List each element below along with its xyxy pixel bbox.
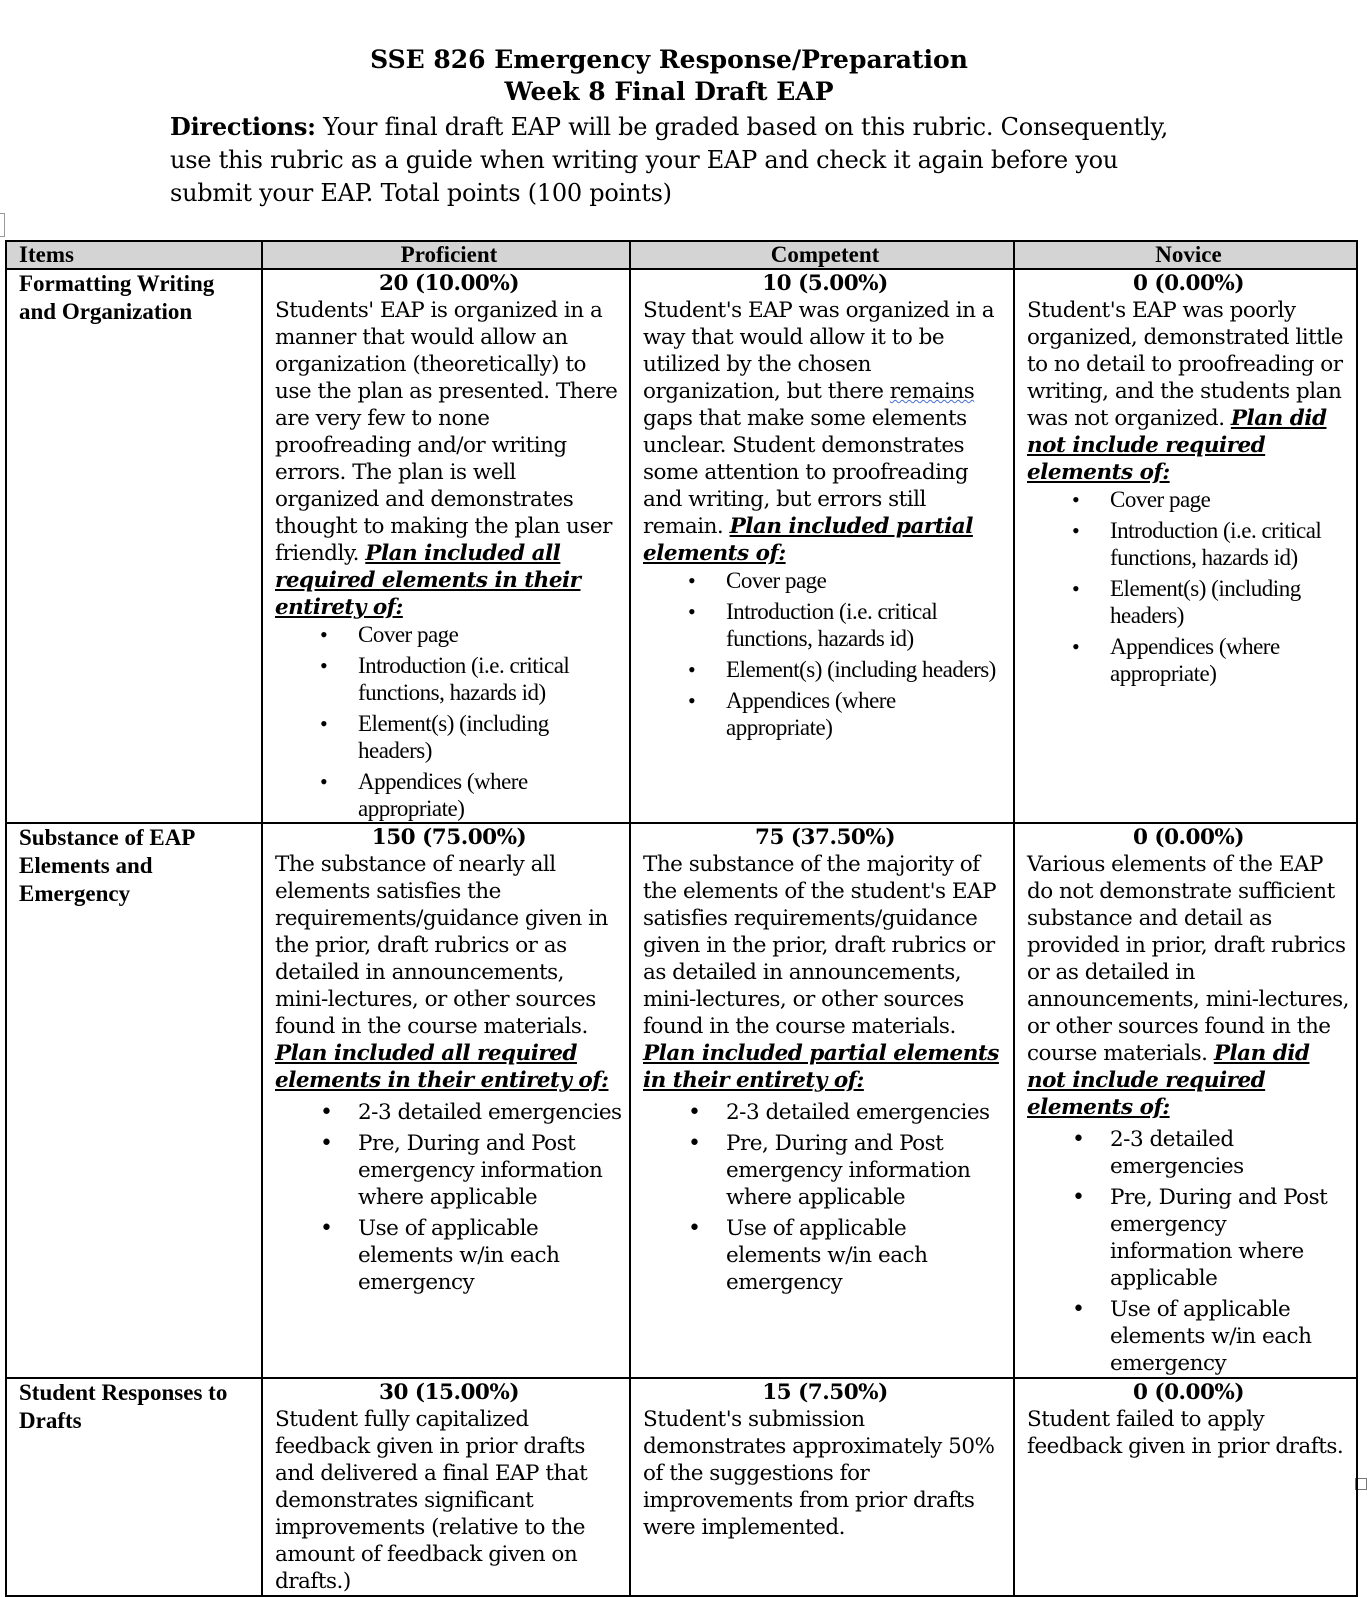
list-item: • Use of applicable elements w/in each emergency bbox=[1110, 1296, 1350, 1377]
table-row bbox=[6, 269, 1357, 823]
item-cell bbox=[6, 269, 262, 823]
points-label: 20 (10.00%) bbox=[378, 271, 519, 296]
page-title bbox=[0, 44, 1338, 108]
proficient-cell bbox=[262, 823, 630, 1378]
list-item: • Pre, During and Post emergency information where applicable bbox=[726, 1130, 1007, 1211]
points-label: 0 (0.00%) bbox=[1132, 1380, 1245, 1405]
directions-label: Directions: bbox=[170, 112, 316, 141]
criteria-text: The substance of nearly all elements satisfies the requirements/guidance given in the prior, draft rubrics or as detailed in announcements, mini-lectures, or other sources found in the course materials. bbox=[275, 852, 608, 1039]
list-item: • Appendices (where appropriate) bbox=[726, 687, 1007, 741]
list-item: • Pre, During and Post emergency information where applicable bbox=[358, 1130, 623, 1211]
header-proficient: Proficient bbox=[262, 241, 630, 269]
list-item: • Cover page bbox=[1110, 486, 1350, 513]
criteria-text-continued: gaps that make some elements unclear. Student demonstrates some attention to proofreading and writing, but errors still remain. bbox=[643, 406, 969, 539]
criteria-text: The substance of the majority of the elements of the student's EAP satisfies requirements/guidance given in the prior, draft rubrics or as detailed in announcements, mini-lectures, or other sources found in the course materials. bbox=[643, 852, 997, 1039]
item-label: Student Responses to Drafts bbox=[19, 1380, 228, 1433]
list-item: • 2-3 detailed emergencies bbox=[726, 1099, 1007, 1126]
spelling-flag[interactable]: remains bbox=[889, 379, 975, 404]
table-row bbox=[6, 823, 1357, 1378]
requirements-list bbox=[1027, 486, 1350, 687]
directions-paragraph bbox=[170, 110, 1180, 210]
required-elements-label: Plan included partial elements of: bbox=[643, 514, 973, 566]
competent-cell bbox=[630, 269, 1014, 823]
requirements-list bbox=[643, 567, 1007, 741]
requirements-list bbox=[1027, 1126, 1350, 1377]
proficient-cell bbox=[262, 269, 630, 823]
list-item: • Element(s) (including headers) bbox=[1110, 575, 1350, 629]
list-item: • Introduction (i.e. critical functions, hazards id) bbox=[726, 598, 1007, 652]
table-header-row bbox=[6, 241, 1357, 269]
table-row bbox=[6, 1378, 1357, 1596]
novice-cell bbox=[1014, 823, 1357, 1378]
criteria-text: Students' EAP is organized in a manner that would allow an organization (theoretically) to use the plan as presented. There are very few to none proofreading and/or writing errors. The plan is well organized and demonstrates thought to making the plan user friendly. bbox=[275, 298, 618, 566]
required-elements-label: Plan included all required elements in their entirety of: bbox=[275, 1041, 609, 1093]
points-label: 75 (37.50%) bbox=[754, 825, 895, 850]
list-item: • Appendices (where appropriate) bbox=[358, 768, 623, 822]
header-novice: Novice bbox=[1014, 241, 1357, 269]
requirements-list bbox=[275, 621, 623, 822]
criteria-text: Student's submission demonstrates approximately 50% of the suggestions for improvements from prior drafts were implemented. bbox=[643, 1407, 995, 1540]
requirements-list bbox=[275, 1099, 623, 1296]
total-points: Total points (100 points) bbox=[380, 179, 672, 207]
criteria-text: Student's EAP was organized in a way that would allow it to be utilized by the chosen organization, but there bbox=[643, 298, 995, 404]
points-label: 10 (5.00%) bbox=[762, 271, 888, 296]
novice-cell bbox=[1014, 269, 1357, 823]
required-elements-label: Plan included partial elements in their entirety of: bbox=[643, 1041, 999, 1093]
list-item: • Appendices (where appropriate) bbox=[1110, 633, 1350, 687]
points-label: 15 (7.50%) bbox=[762, 1380, 888, 1405]
list-item: • Pre, During and Post emergency information where applicable bbox=[1110, 1184, 1350, 1292]
points-label: 0 (0.00%) bbox=[1132, 825, 1245, 850]
proficient-cell bbox=[262, 1378, 630, 1596]
margin-marker bbox=[0, 213, 5, 237]
list-item: • Element(s) (including headers) bbox=[358, 710, 623, 764]
list-item: • Element(s) (including headers) bbox=[726, 656, 1007, 683]
list-item: • Use of applicable elements w/in each emergency bbox=[358, 1215, 623, 1296]
rubric-table bbox=[5, 240, 1358, 1597]
list-item: • Introduction (i.e. critical functions, hazards id) bbox=[1110, 517, 1350, 571]
novice-cell bbox=[1014, 1378, 1357, 1596]
list-item: • 2-3 detailed emergencies bbox=[358, 1099, 623, 1126]
list-item: • Introduction (i.e. critical functions, hazards id) bbox=[358, 652, 623, 706]
header-competent: Competent bbox=[630, 241, 1014, 269]
requirements-list bbox=[643, 1099, 1007, 1296]
title-assignment: Week 8 Final Draft EAP bbox=[504, 77, 834, 106]
criteria-text: Student failed to apply feedback given in prior drafts. bbox=[1027, 1407, 1344, 1459]
criteria-text: Various elements of the EAP do not demonstrate sufficient substance and detail as provided in prior, draft rubrics or as detailed in announcements, mini-lectures, or other sources found in the course materials. bbox=[1027, 852, 1349, 1066]
item-cell bbox=[6, 1378, 262, 1596]
points-label: 0 (0.00%) bbox=[1132, 271, 1245, 296]
points-label: 30 (15.00%) bbox=[378, 1380, 519, 1405]
list-item: • Use of applicable elements w/in each emergency bbox=[726, 1215, 1007, 1296]
criteria-text: Student fully capitalized feedback given in prior drafts and delivered a final EAP that demonstrates significant improvements (relative to the amount of feedback given on drafts.) bbox=[275, 1407, 588, 1594]
title-course: SSE 826 Emergency Response/Preparation bbox=[370, 45, 968, 74]
competent-cell bbox=[630, 1378, 1014, 1596]
criteria-text: Student's EAP was poorly organized, demonstrated little to no detail to proofreading or writing, and the students plan was not organized. bbox=[1027, 298, 1344, 431]
required-elements-label: Plan did not include required elements of: bbox=[1027, 1041, 1310, 1120]
item-label: Formatting Writing and Organization bbox=[19, 271, 215, 324]
directions-text: Your final draft EAP will be graded based on this rubric. Consequently, use this rubric as a guide when writing your EAP and check it again before you submit your EAP. bbox=[170, 113, 1168, 207]
points-label: 150 (75.00%) bbox=[371, 825, 527, 850]
required-elements-label: Plan did not include required elements of: bbox=[1027, 406, 1327, 485]
competent-cell bbox=[630, 823, 1014, 1378]
header-items: Items bbox=[6, 241, 262, 269]
required-elements-label: Plan included all required elements in their entirety of: bbox=[275, 541, 581, 620]
list-item: • Cover page bbox=[726, 567, 1007, 594]
list-item: • Cover page bbox=[358, 621, 623, 648]
item-label: Substance of EAP Elements and Emergency bbox=[19, 825, 195, 906]
item-cell bbox=[6, 823, 262, 1378]
list-item: • 2-3 detailed emergencies bbox=[1110, 1126, 1350, 1180]
